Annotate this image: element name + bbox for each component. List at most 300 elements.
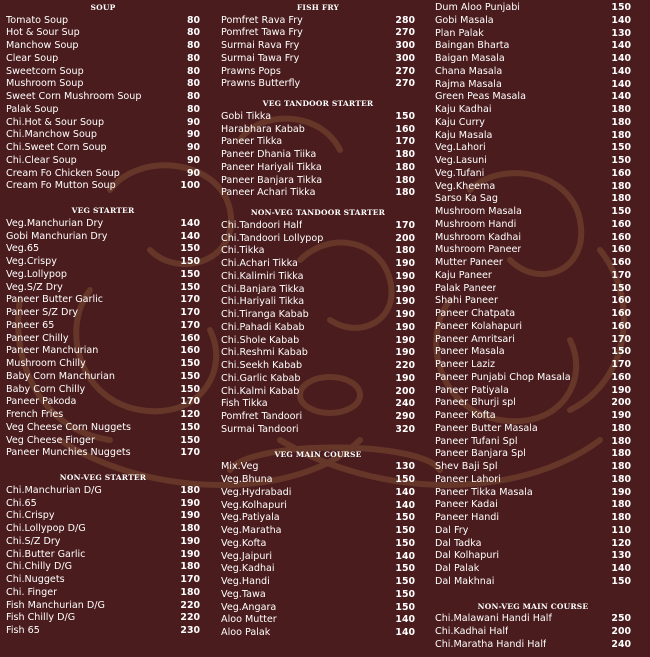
menu-item-name: Palak Soup (6, 103, 59, 115)
menu-item-name: Paneer Patiyala (435, 384, 509, 396)
menu-item-name: Paneer Punjabi Chop Masala (435, 371, 571, 383)
menu-item-price: 120 (180, 409, 200, 421)
section-gap (221, 437, 415, 449)
menu-item (6, 574, 200, 587)
menu-item-price: 240 (611, 638, 631, 650)
section-gap (6, 460, 200, 472)
menu-item (221, 15, 415, 28)
menu-item-price: 150 (180, 256, 200, 268)
menu-item-price: 270 (395, 65, 415, 77)
menu-item-list (435, 613, 631, 651)
menu-item-price: 170 (180, 396, 200, 408)
menu-item-price: 130 (611, 27, 631, 39)
menu-item (221, 27, 415, 40)
menu-item (221, 271, 415, 284)
menu-item-price: 150 (180, 358, 200, 370)
menu-item-name: Paneer Tufani Spl (435, 435, 518, 447)
menu-item-price: 140 (180, 230, 200, 242)
menu-item-name: Shev Baji Spl (435, 461, 498, 472)
menu-item-price: 170 (395, 136, 415, 148)
menu-item-price: 140 (611, 14, 631, 26)
menu-item (435, 91, 631, 104)
menu-item-price: 100 (180, 180, 200, 192)
menu-item-price: 200 (395, 232, 415, 244)
menu-item-price: 160 (611, 244, 631, 256)
menu-item-price: 140 (611, 563, 631, 574)
menu-item (6, 129, 200, 142)
menu-item-price: 190 (180, 510, 200, 522)
menu-item (435, 499, 631, 512)
menu-item-name: Veg.Maratha (221, 525, 282, 536)
menu-item-name: Paneer Bhurji spl (435, 397, 516, 409)
menu-item (435, 40, 631, 53)
menu-item (6, 256, 200, 269)
menu-item-name: Paneer Lahori (435, 473, 501, 485)
menu-item (221, 347, 415, 360)
menu-item-price: 170 (611, 269, 631, 281)
menu-item-price: 180 (611, 512, 631, 523)
menu-item-price: 150 (395, 563, 415, 575)
menu-item-price: 80 (186, 14, 200, 26)
menu-item-price: 180 (611, 499, 631, 511)
menu-item-price: 170 (611, 359, 631, 370)
menu-item-price: 220 (395, 360, 415, 372)
menu-item-price: 150 (180, 421, 200, 433)
menu-item-name: Veg.Handi (221, 576, 270, 587)
menu-item-name: Chi.Banjara Tikka (221, 283, 305, 295)
menu-item-price: 300 (395, 52, 415, 64)
menu-item-price: 300 (395, 40, 415, 52)
menu-item-name: Veg.Angara (221, 601, 277, 613)
menu-item-name: Chi.Kalimiri Tikka (221, 270, 304, 282)
menu-item (221, 40, 415, 53)
menu-item-price: 190 (180, 497, 200, 509)
menu-item-name: Plan Palak (435, 27, 484, 39)
menu-item (435, 385, 631, 398)
menu-item (435, 359, 631, 372)
menu-item-price: 160 (611, 257, 631, 268)
menu-item-list (221, 461, 415, 640)
menu-item (435, 206, 631, 219)
menu-item-price: 160 (611, 308, 631, 319)
menu-item-name: Chi.Shole Kabab (221, 334, 300, 346)
menu-section (221, 207, 415, 436)
section-title: VEG TANDOOR STARTER (262, 99, 374, 109)
menu-item (221, 373, 415, 386)
section-title: NON-VEG TANDOOR STARTER (250, 208, 386, 218)
menu-item (221, 53, 415, 66)
menu-item (6, 409, 200, 422)
menu-item (221, 78, 415, 91)
menu-item (435, 66, 631, 79)
menu-item-price: 170 (180, 574, 200, 586)
section-gap (6, 193, 200, 205)
menu-item-list (221, 15, 415, 92)
menu-item (435, 117, 631, 130)
menu-item-price: 80 (186, 52, 200, 64)
menu-item-name: Chi.Hariyali Tikka (221, 296, 305, 308)
menu-item-name: Green Peas Masala (435, 91, 526, 103)
menu-item-price: 80 (186, 78, 200, 90)
menu-item-name: Paneer Banjara Spl (435, 448, 526, 460)
menu-item-list (6, 485, 200, 638)
menu-item-price: 180 (395, 187, 415, 199)
section-gap (435, 589, 631, 601)
menu-item-name: Veg.Kadhai (221, 563, 275, 575)
menu-item-name: Mushroom Kadhai (435, 231, 522, 243)
menu-item (221, 136, 415, 149)
menu-item (435, 487, 631, 500)
menu-item (6, 435, 200, 448)
menu-item (435, 2, 631, 15)
menu-item-name: Paneer Butter Masala (435, 422, 538, 434)
menu-item (221, 589, 415, 602)
menu-item (6, 536, 200, 549)
menu-item-name: Palak Paneer (435, 282, 497, 294)
menu-item-price: 250 (611, 613, 631, 625)
menu-item-price: 150 (611, 142, 631, 154)
menu-item-name: Aloo Mutter (221, 614, 277, 626)
menu-item-name: Veg.Manchurian Dry (6, 217, 104, 229)
menu-item-name: Veg.65 (6, 243, 40, 255)
section-title: NON-VEG STARTER (59, 473, 147, 483)
menu-item-price: 90 (186, 129, 200, 141)
menu-item-name: Surmai Tandoori (221, 423, 299, 435)
menu-item (221, 360, 415, 373)
menu-item (221, 66, 415, 79)
menu-item-name: Chi.Tandoori Half (221, 219, 303, 231)
menu-item-name: Paneer Handi (435, 512, 500, 523)
menu-item (435, 270, 631, 283)
menu-item-name: Chi.Clear Soup (6, 154, 77, 166)
menu-item-price: 140 (611, 78, 631, 90)
menu-item-name: Veg.Bhuna (221, 474, 273, 485)
menu-item (221, 322, 415, 335)
menu-item-name: Kaju Paneer (435, 269, 492, 281)
menu-item (435, 321, 631, 334)
menu-item-name: Gobi Tikka (221, 110, 272, 122)
menu-item (221, 487, 415, 500)
menu-item-name: Chi.Chilly D/G (6, 561, 73, 573)
menu-item-name: Kaju Masala (435, 129, 493, 141)
menu-item-price: 190 (611, 486, 631, 498)
menu-item-price: 180 (611, 129, 631, 141)
menu-item-price: 190 (395, 270, 415, 282)
menu-item (6, 307, 200, 320)
menu-item (435, 168, 631, 181)
menu-item-name: Chi.Hot & Sour Soup (6, 116, 105, 128)
menu-item-name: Chi.Malawani Handi Half (435, 613, 552, 625)
menu-item-price: 200 (611, 397, 631, 409)
menu-item-price: 180 (395, 161, 415, 173)
menu-item-price: 90 (186, 142, 200, 154)
menu-section (6, 2, 200, 193)
menu-item-name: Veg.Lollypop (6, 268, 67, 280)
menu-item (221, 614, 415, 627)
menu-item (6, 625, 200, 638)
menu-item-price: 150 (395, 601, 415, 613)
menu-item (6, 485, 200, 498)
menu-item-list (6, 218, 200, 460)
menu-item (6, 282, 200, 295)
menu-item (6, 422, 200, 435)
menu-item-name: Cream Fo Mutton Soup (6, 180, 116, 192)
menu-item (221, 398, 415, 411)
menu-item (6, 231, 200, 244)
menu-item (6, 447, 200, 460)
menu-item-name: Chi.Tikka (221, 245, 265, 257)
menu-item (435, 538, 631, 551)
menu-item (6, 587, 200, 600)
menu-item-price: 150 (180, 243, 200, 255)
menu-section (6, 205, 200, 460)
menu-item (435, 53, 631, 66)
menu-item-price: 150 (180, 268, 200, 280)
menu-item-name: Baby Corn Chilly (6, 383, 86, 395)
menu-item-name: Paneer Kadai (435, 499, 498, 511)
menu-item (221, 162, 415, 175)
menu-item-price: 170 (180, 447, 200, 459)
menu-section (435, 2, 631, 589)
menu-item-name: Paneer S/Z Dry (6, 307, 79, 319)
menu-item-name: Baigan Masala (435, 53, 505, 64)
menu-item (435, 474, 631, 487)
menu-item-name: Mushroom Paneer (435, 244, 522, 256)
menu-item-price: 200 (395, 385, 415, 397)
menu-item (6, 15, 200, 28)
menu-item-price: 140 (395, 550, 415, 562)
menu-item (6, 27, 200, 40)
menu-item-price: 140 (611, 40, 631, 52)
menu-item-price: 80 (186, 103, 200, 115)
menu-item (6, 561, 200, 574)
menu-item-name: Mix.Veg (221, 461, 259, 473)
section-title: SOUP (90, 3, 116, 12)
menu-item (6, 320, 200, 333)
menu-item-name: Baingan Bharta (435, 40, 510, 52)
section-title: VEG STARTER (71, 206, 135, 216)
menu-item-name: Manchow Soup (6, 40, 79, 52)
menu-item-price: 150 (395, 537, 415, 549)
menu-item (6, 294, 200, 307)
menu-item (435, 448, 631, 461)
menu-item (221, 149, 415, 162)
menu-item-price: 170 (180, 294, 200, 306)
menu-item-price: 190 (395, 258, 415, 270)
menu-item (435, 232, 631, 245)
menu-item-price: 180 (395, 149, 415, 161)
menu-item-name: Mushroom Soup (6, 78, 84, 90)
menu-item (435, 193, 631, 206)
menu-item (6, 218, 200, 231)
menu-item-price: 160 (611, 320, 631, 332)
menu-item-name: Chi.Kalmi Kabab (221, 385, 300, 397)
menu-item-price: 150 (395, 576, 415, 587)
menu-item-price: 190 (611, 384, 631, 396)
menu-item-price: 180 (180, 586, 200, 598)
menu-item-name: Mushroom Chilly (6, 358, 86, 370)
menu-item (435, 283, 631, 296)
menu-item-name: Veg Cheese Finger (6, 434, 95, 446)
menu-item-name: Pomfret Tandoori (221, 411, 303, 423)
menu-item (435, 550, 631, 563)
menu-item-price: 180 (611, 435, 631, 447)
menu-item-price: 130 (611, 550, 631, 562)
menu-item-name: Dal Tadka (435, 537, 482, 549)
menu-item-price: 190 (611, 410, 631, 421)
menu-item-name: Gobi Masala (435, 14, 494, 26)
menu-item-price: 150 (611, 206, 631, 217)
menu-item-name: Kaju Curry (435, 116, 485, 128)
menu-item-name: Surmai Rava Fry (221, 40, 300, 52)
menu-item (435, 423, 631, 436)
menu-item (435, 512, 631, 525)
menu-item (435, 372, 631, 385)
menu-item-price: 140 (395, 486, 415, 498)
menu-item (221, 296, 415, 309)
menu-item (435, 639, 631, 652)
menu-item-price: 200 (611, 625, 631, 637)
menu-item-price: 150 (611, 575, 631, 587)
menu-item-price: 190 (395, 296, 415, 308)
menu-item (6, 345, 200, 358)
menu-item-price: 160 (611, 371, 631, 383)
menu-item (435, 181, 631, 194)
menu-item (221, 627, 415, 640)
menu-item-price: 80 (186, 91, 200, 103)
menu-item-price: 150 (395, 588, 415, 600)
menu-item-price: 80 (186, 40, 200, 52)
menu-item-price: 160 (611, 295, 631, 307)
menu-item (6, 155, 200, 168)
menu-item (435, 626, 631, 639)
menu-column-middle (221, 2, 415, 640)
menu-item-price: 150 (611, 155, 631, 166)
menu-item-name: Paneer Achari Tikka (221, 187, 316, 199)
menu-item-name: Fish 65 (6, 625, 40, 637)
menu-item-name: Veg.Kolhapuri (221, 499, 287, 511)
menu-item (221, 525, 415, 538)
menu-item (221, 474, 415, 487)
menu-item (221, 563, 415, 576)
menu-item-price: 230 (180, 625, 200, 637)
menu-item-price: 150 (395, 110, 415, 122)
menu-item-name: Sarso Ka Sag (435, 193, 498, 205)
menu-item-price: 190 (395, 309, 415, 321)
menu-item-price: 150 (395, 512, 415, 524)
menu-item-price: 190 (395, 347, 415, 359)
menu-item (435, 346, 631, 359)
menu-item-price: 170 (180, 319, 200, 331)
menu-item-name: Sweet Corn Mushroom Soup (6, 91, 142, 103)
menu-item-price: 160 (611, 218, 631, 230)
menu-item-price: 170 (395, 219, 415, 231)
menu-item (6, 498, 200, 511)
menu-item-name: Chi.Garlic Kabab (221, 372, 301, 384)
menu-item-price: 180 (611, 461, 631, 472)
menu-item (221, 576, 415, 589)
menu-item-name: Chi.Pahadi Kabab (221, 321, 305, 333)
menu-item-price: 290 (395, 411, 415, 423)
menu-item-price: 220 (180, 599, 200, 611)
menu-item-price: 190 (395, 283, 415, 295)
menu-item (6, 243, 200, 256)
menu-item-name: Chi.Kadhai Half (435, 625, 509, 637)
menu-item-price: 280 (395, 14, 415, 26)
menu-item-list (435, 2, 631, 589)
menu-item-price: 150 (180, 281, 200, 293)
menu-item (435, 436, 631, 449)
menu-item-name: Chi.Tiranga Kabab (221, 309, 309, 321)
menu-item (6, 40, 200, 53)
menu-item-price: 90 (186, 167, 200, 179)
menu-item-name: Clear Soup (6, 52, 59, 64)
menu-item-name: Chi.Manchurian D/G (6, 484, 102, 496)
menu-item-name: Surmai Tawa Fry (221, 52, 300, 64)
menu-item-name: Paneer 65 (6, 319, 55, 331)
menu-section (435, 601, 631, 652)
menu-item-price: 150 (611, 346, 631, 358)
menu-item-name: Veg.Crispy (6, 256, 57, 268)
menu-item-name: Harabhara Kabab (221, 123, 305, 135)
menu-item-name: Shahi Paneer (435, 295, 498, 307)
menu-item-name: Fish Chilly D/G (6, 612, 76, 624)
menu-item (435, 104, 631, 117)
menu-item (6, 53, 200, 66)
menu-item (221, 309, 415, 322)
menu-item-price: 120 (611, 537, 631, 549)
menu-column-right (435, 2, 631, 651)
menu-item-price: 160 (611, 167, 631, 179)
menu-item-price: 140 (395, 627, 415, 638)
menu-item (6, 612, 200, 625)
menu-item-price: 140 (611, 65, 631, 77)
menu-item-name: Chi.Lollypop D/G (6, 523, 86, 535)
menu-item-name: Dal Palak (435, 563, 480, 574)
menu-item-name: Chi.Reshmi Kabab (221, 347, 308, 359)
menu-item (221, 220, 415, 233)
menu-item (435, 15, 631, 28)
menu-item-name: Mushroom Handi (435, 218, 517, 230)
menu-item-name: Paneer Laziz (435, 359, 496, 370)
menu-item-name: Sweetcorn Soup (6, 65, 84, 77)
menu-item-price: 270 (395, 78, 415, 90)
menu-item-list (221, 111, 415, 200)
menu-item-name: Paneer Tikka (221, 136, 283, 148)
menu-item (6, 371, 200, 384)
menu-item-price: 90 (186, 154, 200, 166)
menu-item-name: Paneer Kolahapuri (435, 320, 523, 332)
menu-item-price: 80 (186, 65, 200, 77)
menu-item (6, 104, 200, 117)
menu-item (6, 384, 200, 397)
menu-item (435, 155, 631, 168)
menu-item-name: Paneer Pakoda (6, 396, 77, 408)
menu-item-name: Chi.S/Z Dry (6, 535, 61, 547)
menu-item-price: 320 (395, 423, 415, 435)
menu-item-price: 190 (395, 372, 415, 384)
menu-item-price: 180 (611, 473, 631, 485)
menu-item-name: Veg.Jaipuri (221, 550, 273, 562)
menu-item-price: 150 (395, 525, 415, 536)
menu-item (221, 512, 415, 525)
menu-item-name: Veg.Lasuni (435, 155, 487, 166)
menu-item-name: Gobi Manchurian Dry (6, 230, 108, 242)
menu-item-name: Chi.Manchow Soup (6, 129, 97, 141)
menu-item-name: Veg.Kofta (221, 537, 267, 549)
menu-item-name: Paneer Amritsari (435, 333, 515, 345)
menu-item-name: Paneer Kofta (435, 410, 496, 421)
